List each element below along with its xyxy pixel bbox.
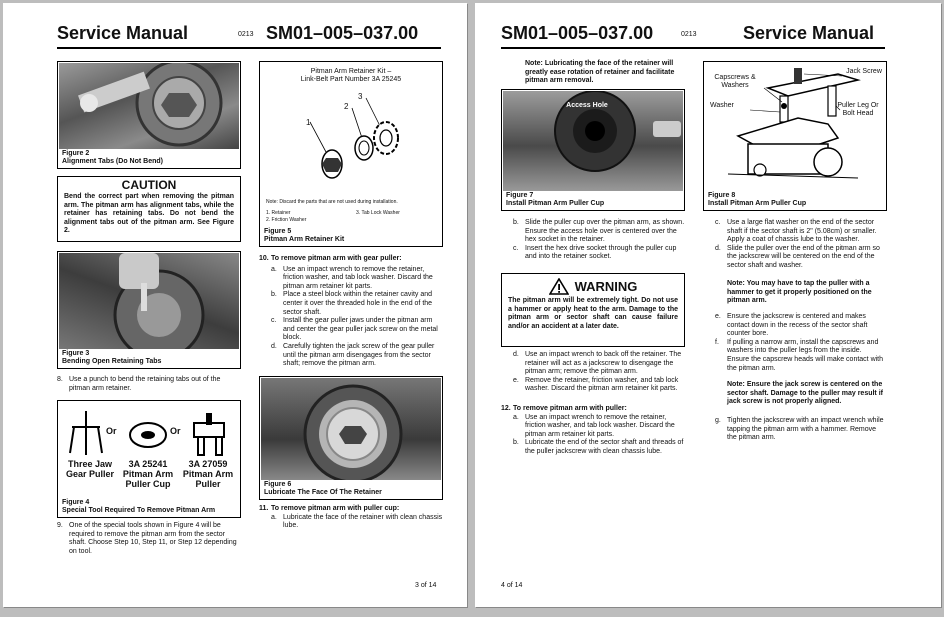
step-12-b: b. Lubricate the end of the sector shaft and threads of the puller jackscrew with clean chassis lube. <box>513 439 684 455</box>
figure-8 <box>703 61 887 211</box>
right-step-g <box>715 417 885 443</box>
step-c: c. Insert the hex drive socket through the puller cup and into the retainer socket. <box>513 244 677 261</box>
label-jack-screw: Jack Screw <box>846 68 882 75</box>
doc-number: SM01–005–037.00 <box>266 23 419 43</box>
page-number: 4 of 14 <box>501 582 523 589</box>
legend-1: 1. Retainer <box>266 210 291 216</box>
header-code: 0213 <box>238 31 254 38</box>
warning-text: The pitman arm will be extremely tight. Do not use a hammer or apply heat to the arm. Damage to the pitman arm or sector shaft can cause failure and/or an accident at a later date. <box>508 297 678 330</box>
or-label-2: Or <box>170 426 181 436</box>
access-hole-label: Access Hole <box>566 102 608 109</box>
figure-2-photo <box>59 63 239 149</box>
step-12-a: a. Use an impact wrench to remove the retainer, friction washer, and tab lock washer. Discard the pitman arm retainer kit parts. <box>513 413 675 438</box>
caution-box <box>57 176 241 242</box>
warning-triangle-icon <box>549 278 569 295</box>
step-d-right: d. Slide the puller over the end of the pitman arm so the jackscrew will be centered on the end of the sector shaft and washer. <box>715 244 880 269</box>
figure-2 <box>57 61 241 169</box>
right-steps-c-d <box>715 219 885 271</box>
figure-5 <box>259 61 443 247</box>
step-10-d: d. Carefully tighten the jack screw of the gear puller until the pitman arm disengages from the sector shaft; remove the pitman arm. <box>271 342 435 368</box>
step-10-c: c. Install the gear puller jaws under the pitman arm and center the gear puller jack screw on the metal block. <box>271 317 438 342</box>
figure-6-photo <box>261 378 441 480</box>
label-washer: Washer <box>710 102 734 109</box>
step-10: 10. To remove pitman arm with gear puller: a. Use an impact wrench to remove the retainer, friction washer, and tab lock washer. Discard the pitman arm retainer kit parts. b. Place a steel block within the retainer cavity and center it over the threaded hole in the end of the sector shaft. c. Install the gear puller jaws under the pitman arm and center the gear puller jack screw on the metal block. d. Carefully tighten the jack screw of the gear puller until the pitman arm disengages from the sector shaft; remove the pitman arm. <box>259 255 443 369</box>
figure-7-caption: Figure 7 Install Pitman Arm Puller Cup <box>506 192 605 207</box>
warning-title: WARNING <box>574 278 638 294</box>
header-code: 0213 <box>681 31 697 38</box>
header-title: Service Manual <box>57 23 189 43</box>
tool-puller-cup: 3A 25241 Pitman Arm Puller Cup <box>122 459 174 489</box>
figure-7 <box>501 89 685 211</box>
figure-3 <box>57 251 241 369</box>
note-mid: Note: You may have to tap the puller with a hammer to get it properly positioned on the pitman arm. <box>727 280 872 305</box>
header-rule <box>501 47 885 49</box>
warning-header <box>502 276 684 296</box>
header-title: Service Manual <box>743 23 875 43</box>
step-b: b. Slide the puller cup over the pitman arm, as shown. Ensure the access hole over is centered over the hex socket in the retainer. <box>513 219 685 244</box>
step-11: 11. To remove pitman arm with puller cup: a. Lubricate the face of the retainer with clean chassis lube. <box>259 505 443 530</box>
step-8: 8. Use a punch to bend the retaining tabs out of the pitman arm retainer. <box>57 376 221 392</box>
figure-2-caption: Figure 2 Alignment Tabs (Do Not Bend) <box>62 150 163 165</box>
callout-2: 2 <box>344 102 349 111</box>
figure-5-caption: Figure 5 Pitman Arm Retainer Kit <box>264 228 345 243</box>
figure-3-caption: Figure 3 Bending Open Retaining Tabs <box>62 350 162 365</box>
step-f-right: f. If pulling a narrow arm, install the capscrews and washers into the puller legs from the inside. Ensure the capscrew heads will make contact with the pitman arm. <box>715 338 884 372</box>
legend-2: 2. Friction Washer <box>266 217 307 223</box>
left-steps-d-e <box>513 351 685 394</box>
callout-1: 1 <box>306 118 311 127</box>
label-puller-leg: Puller Leg Or Bolt Head <box>837 102 879 117</box>
step-d: d. Use an impact wrench to back off the retainer. The retainer will act as a jackscrew to disengage the pitman arm; remove the pitman arm. <box>513 351 682 376</box>
tool-three-jaw-puller: Three Jaw Gear Puller <box>65 459 115 479</box>
step-9: 9. One of the special tools shown in Figure 4 will be required to remove the pitman arm from the sector shaft. Choose Step 10, Step 11, or Step 12 depending on tool. <box>57 522 237 555</box>
label-capscrews: Capscrews & Washers <box>714 74 756 89</box>
caution-title: CAUTION <box>121 178 177 192</box>
caution-text: Bend the correct part when removing the pitman arm. The pitman arm has alignment tabs, while the retainer has retaining tabs. Do not bend the alignment tabs out of the pitman arm. See Figure 2. <box>64 193 234 235</box>
figure-4-caption: Figure 4 Special Tool Required To Remove Pitman Arm <box>62 499 216 514</box>
callout-3: 3 <box>358 92 363 101</box>
figure-5-parts-drawing <box>290 90 410 188</box>
manual-page-4 <box>475 3 941 607</box>
note-top: Note: Lubricating the face of the retainer will greatly ease rotation of retainer and facilitate pitman arm removal. <box>525 60 675 85</box>
step-c-right: c. Use a large flat washer on the end of the sector shaft if the sector shaft is 2" (5.08cm) or smaller. Apply a coat of chassis lube to the washer. <box>715 219 877 244</box>
or-label-1: Or <box>106 426 117 436</box>
step-10-a: a. Use an impact wrench to remove the retainer, friction washer, and tab lock washer. Discard the pitman arm retainer kit parts. <box>271 265 433 290</box>
left-steps-b-c <box>513 219 685 262</box>
figure-4-tools-drawing <box>66 409 232 457</box>
figure-3-photo <box>59 253 239 349</box>
figure-5-note: Note: Discard the parts that are not used during installation. <box>266 199 398 205</box>
step-11-a: a. Lubricate the face of the retainer with clean chassis lube. <box>271 513 443 530</box>
warning-box <box>501 273 685 347</box>
legend-3: 3. Tab Lock Washer <box>356 210 400 216</box>
header-rule <box>57 47 441 49</box>
step-g-right: g. Tighten the jackscrew with an impact wrench while tapping the pitman arm with a hammer. Remove the pitman arm. <box>715 417 884 442</box>
note-bottom: Note: Ensure the jack screw is centered on the sector shaft. Damage to the puller may result if jack screw is not properly aligned. <box>727 381 883 406</box>
step-10-b: b. Place a steel block within the retainer cavity and center it over the threaded hole in the end of the sector shaft. <box>271 291 433 316</box>
tool-pitman-arm-puller: 3A 27059 Pitman Arm Puller <box>182 459 234 489</box>
manual-page-3 <box>3 3 467 607</box>
right-steps-e-f <box>715 313 885 373</box>
figure-6 <box>259 376 443 500</box>
figure-4 <box>57 400 241 518</box>
figure-6-caption: Figure 6 Lubricate The Face Of The Retainer <box>264 481 382 496</box>
figure-8-caption: Figure 8 Install Pitman Arm Puller Cup <box>708 192 807 207</box>
step-e: e. Remove the retainer, friction washer, and tab lock washer. Discard the pitman arm retainer kit parts. <box>513 376 679 393</box>
page-number: 3 of 14 <box>415 582 437 589</box>
step-e-right: e. Ensure the jackscrew is centered and makes contact down in the recess of the sector shaft counter bore. <box>715 313 868 338</box>
figure-5-title: Pitman Arm Retainer Kit – Link-Belt Part Number 3A 25245 <box>300 68 402 83</box>
doc-number: SM01–005–037.00 <box>501 23 654 43</box>
step-12: 12. To remove pitman arm with puller: a. Use an impact wrench to remove the retainer, friction washer, and tab lock washer. Discard the pitman arm retainer kit parts. b. Lubricate the end of the sector shaft and threads of the puller jackscrew with clean chassis lube. <box>501 405 684 455</box>
